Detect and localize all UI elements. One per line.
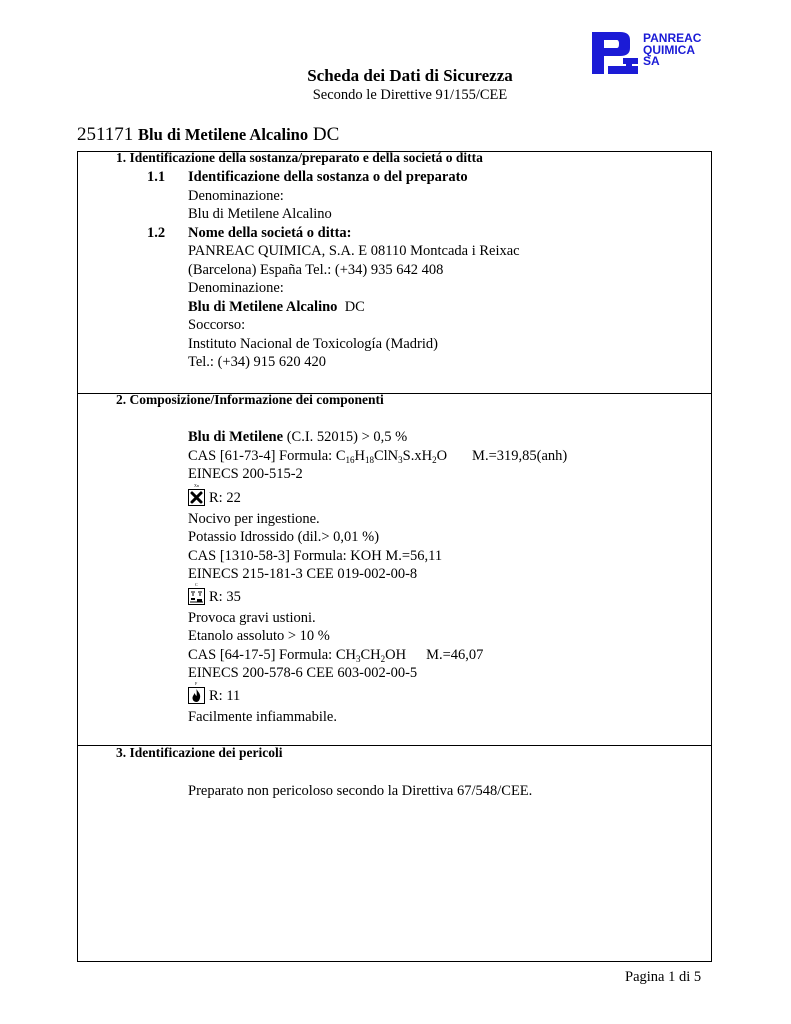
formula-subscript: 18 — [364, 455, 374, 465]
hazard-symbol-caption: Xn — [194, 483, 199, 488]
formula-subscript: 16 — [345, 455, 355, 465]
logo-line-1: PANREAC — [643, 31, 702, 45]
product-suffix: DC — [312, 124, 340, 145]
hazard-statement: Preparato non pericoloso secondo la Direttiva 67/548/CEE. — [188, 783, 533, 799]
component-1-description: Nocivo per ingestione. — [188, 511, 320, 527]
section-3-heading: 3. Identificazione dei pericoli — [116, 745, 283, 760]
emergency-phone: Tel.: (+34) 915 620 420 — [188, 354, 327, 370]
denomination-product-name: Blu di Metilene Alcalino — [188, 299, 338, 315]
formula-part: C — [335, 448, 346, 464]
component-1-name: Blu di Metilene — [188, 429, 284, 445]
emergency-label: Soccorso: — [188, 317, 246, 333]
component-3-cas: CAS [64-17-5] Formula: — [188, 647, 336, 663]
component-1-risk-phrase: R: 22 — [209, 490, 241, 506]
formula-part: OH — [385, 647, 407, 663]
formula-part: S.xH — [402, 448, 433, 464]
emergency-institute: Instituto Nacional de Toxicología (Madrid) — [188, 336, 438, 352]
formula-part: CH — [335, 647, 356, 663]
component-1-cas-line — [188, 447, 567, 465]
logo-line-2: QUIMICA — [643, 42, 695, 57]
denomination-product-suffix: DC — [344, 299, 365, 315]
denomination-label-2: Denominazione: — [188, 280, 284, 296]
flame-icon — [188, 687, 205, 704]
component-1-einecs: EINECS 200-515-2 — [188, 466, 303, 482]
page-number: Pagina 1 di 5 — [625, 969, 702, 985]
component-2-risk-phrase: R: 35 — [209, 589, 241, 605]
formula-part: CH — [360, 647, 381, 663]
component-3-risk-phrase: R: 11 — [209, 688, 241, 704]
component-1-cas: CAS [61-73-4] Formula: — [188, 448, 336, 464]
formula-part: ClN — [373, 448, 399, 464]
subsection-1-1-title: Identificazione della sostanza o del preparato — [188, 169, 468, 185]
formula-subscript: 3 — [398, 455, 403, 465]
component-3-cas-line — [188, 646, 483, 664]
hazard-symbol-caption: C — [195, 582, 198, 587]
company-address-line-1: PANREAC QUIMICA, S.A. E 08110 Montcada i Reixac — [188, 243, 520, 259]
formula-subscript: 3 — [355, 654, 361, 664]
component-1-name-line — [188, 428, 407, 446]
product-name: Blu di Metilene Alcalino — [138, 125, 309, 144]
subsection-1-2-title: Nome della societá o ditta: — [188, 225, 352, 241]
corrosive-icon — [188, 588, 205, 605]
denomination-value: Blu di Metilene Alcalino — [188, 206, 332, 222]
product-heading — [77, 124, 339, 146]
formula-subscript: 2 — [380, 654, 386, 664]
company-logo-text — [643, 33, 701, 68]
component-3-name: Etanolo assoluto > 10 % — [188, 628, 330, 644]
subsection-1-1-number: 1.1 — [147, 169, 166, 185]
component-2-cas-line: CAS [1310-58-3] Formula: KOH M.=56,11 — [188, 548, 443, 564]
company-address-line-2: (Barcelona) España Tel.: (+34) 935 642 408 — [188, 262, 444, 278]
component-1-molar-mass: M.=319,85(anh) — [472, 448, 568, 464]
component-3-description: Facilmente infiammabile. — [188, 709, 337, 725]
formula-subscript: 2 — [432, 455, 437, 465]
component-2-description: Provoca gravi ustioni. — [188, 610, 316, 626]
product-code: 251171 — [77, 124, 134, 145]
harmful-icon — [188, 489, 205, 506]
component-3-molar-mass: M.=46,07 — [426, 647, 484, 663]
component-1-details: (C.I. 52015) > 0,5 % — [286, 429, 408, 445]
formula-part: H — [354, 448, 365, 464]
subsection-1-2-number: 1.2 — [147, 225, 166, 241]
component-2-name: Potassio Idrossido (dil.> 0,01 %) — [188, 529, 380, 545]
logo-line-3: SA — [643, 54, 660, 68]
denomination-value-2 — [188, 298, 365, 316]
document-subtitle: Secondo le Direttive 91/155/CEE — [312, 87, 508, 103]
document-title: Scheda dei Dati di Sicurezza — [307, 66, 513, 85]
formula-part: O — [436, 448, 448, 464]
section-2-heading: 2. Composizione/Informazione dei componenti — [116, 392, 384, 407]
section-1-heading: 1. Identificazione della sostanza/preparato e della societá o ditta — [116, 150, 483, 165]
component-3-einecs: EINECS 200-578-6 CEE 603-002-00-5 — [188, 665, 418, 681]
denomination-label: Denominazione: — [188, 188, 284, 204]
hazard-symbol-caption: F — [195, 681, 198, 686]
component-2-einecs: EINECS 215-181-3 CEE 019-002-00-8 — [188, 566, 418, 582]
